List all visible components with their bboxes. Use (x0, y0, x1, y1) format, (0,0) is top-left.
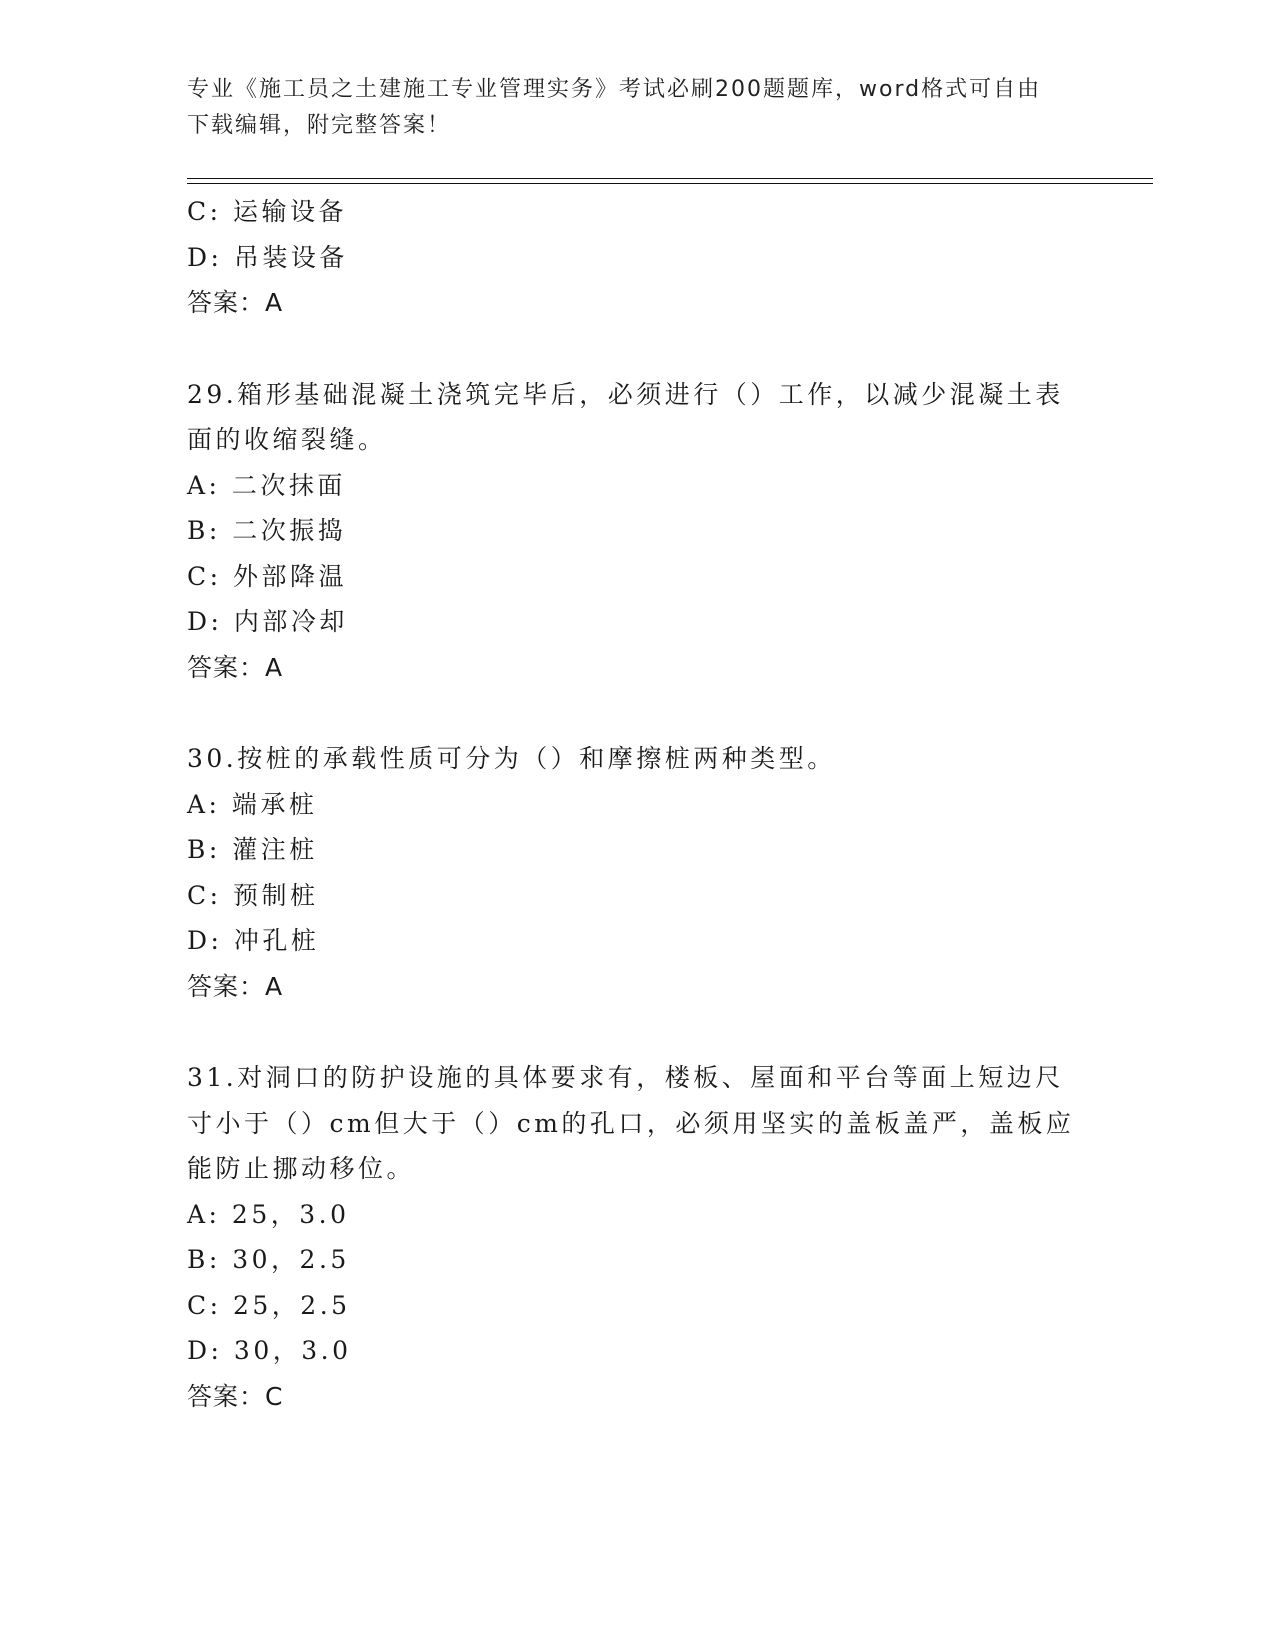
answer-line: 答案：A (187, 971, 284, 1001)
question-stem-line: 寸小于（）cm但大于（）cm的孔口，必须用坚实的盖板盖严，盖板应 (187, 1108, 1075, 1138)
spacer (187, 690, 1077, 736)
option-c: C: 预制桩 (187, 880, 319, 910)
option-d: D: 30，3.0 (187, 1336, 352, 1365)
question-31 (187, 1055, 1077, 1419)
question-30 (187, 736, 1077, 1009)
option-d: D: 吊装设备 (187, 242, 348, 272)
question-stem-line: 31.对洞口的防护设施的具体要求有，楼板、屋面和平台等面上短边尺 (187, 1063, 1064, 1092)
option-d: D: 冲孔桩 (187, 926, 320, 955)
option-c: C: 外部降温 (187, 561, 347, 591)
option-a: A: 端承桩 (187, 789, 318, 819)
question-stem-line: 面的收缩裂缝。 (187, 425, 387, 454)
option-b: B: 灌注桩 (187, 835, 318, 864)
question-28-tail (187, 189, 1077, 326)
option-b: B: 30，2.5 (187, 1245, 350, 1274)
document-body (187, 189, 1077, 1419)
header-rule-bottom (187, 183, 1153, 184)
question-stem-line: 30.按桩的承载性质可分为（）和摩擦桩两种类型。 (187, 744, 836, 773)
answer-line: 答案：C (187, 1381, 284, 1411)
header-rule-top (187, 178, 1153, 179)
spacer (187, 1009, 1077, 1055)
question-29 (187, 372, 1077, 691)
spacer (187, 326, 1077, 372)
option-c: C: 25，2.5 (187, 1290, 351, 1320)
question-stem-line: 29.箱形基础混凝土浇筑完毕后，必须进行（）工作，以减少混凝土表 (187, 379, 1064, 409)
answer-line: 答案：A (187, 652, 284, 682)
header-line-1: 专业《施工员之土建施工专业管理实务》考试必刷200题题库，word格式可自由 (187, 77, 1042, 102)
option-b: B: 二次振捣 (187, 516, 347, 545)
option-a: A: 二次抹面 (187, 470, 346, 500)
option-d: D: 内部冷却 (187, 607, 348, 636)
document-header (187, 72, 1067, 144)
answer-line: 答案：A (187, 288, 284, 317)
option-c: C: 运输设备 (187, 197, 347, 226)
header-line-2: 下载编辑，附完整答案！ (187, 113, 452, 138)
option-a: A: 25，3.0 (187, 1199, 350, 1229)
question-stem-line: 能防止挪动移位。 (187, 1154, 416, 1183)
